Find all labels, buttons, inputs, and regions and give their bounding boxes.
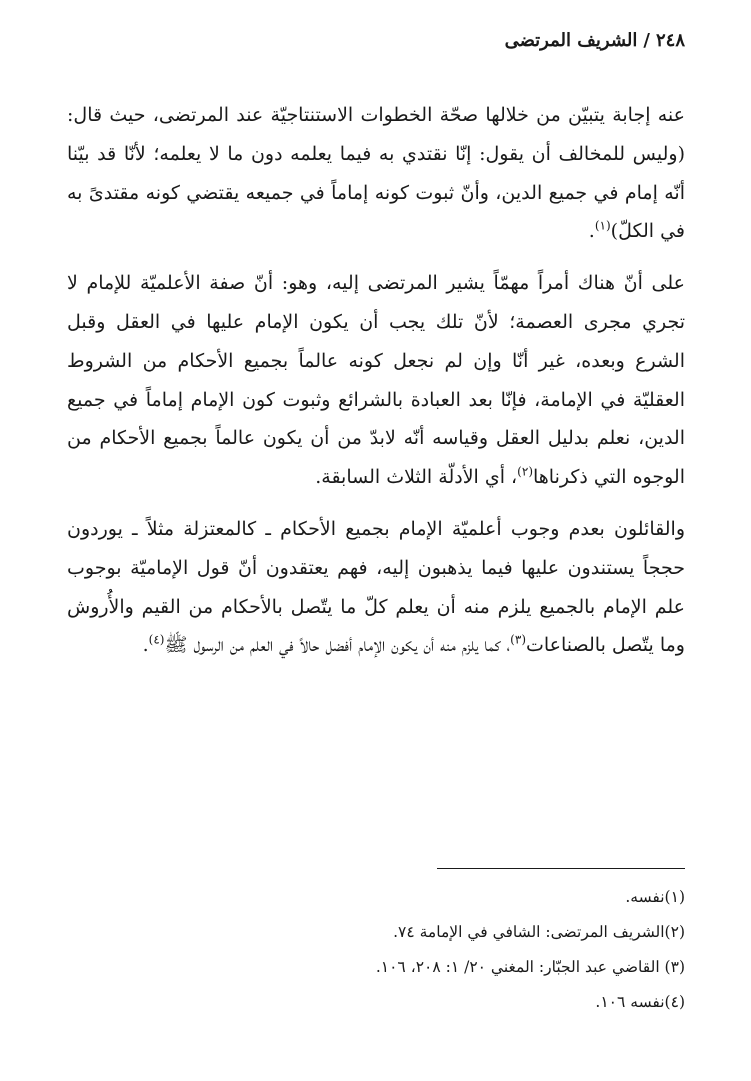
paragraph-2 — [67, 264, 685, 497]
footnote-1: (١)نفسه. — [625, 888, 685, 906]
running-title: الشريف المرتضى — [504, 30, 638, 51]
paragraph-text: على أنّ هناك أمراً مهمّاً يشير المرتضى إليه، وهو: أنّ صفة الأعلميّة للإمام لا تجري مجرى العصمة؛ لأنّ تلك يجب أن يكون الإمام عليها في العقل وقبل الشرع وبعده، غير أنّا وإن لم نجعل كونه عالماً بجميع الأحكام من الشروط العقليّة في الإمامة، فإنّا بعد العبادة بالشرائع وثبوت كون الإمام إماماً في جميع الدين، نعلم بدليل العقل وقياسه أنّه لابدّ من أن يكون عالماً بجميع الأحكام من الوجوه التي ذكرناها — [67, 272, 685, 489]
paragraph-tail: . — [588, 220, 595, 243]
running-header — [505, 26, 685, 56]
paragraph-end: . — [142, 634, 149, 657]
header-separator: / — [643, 30, 650, 51]
paragraph-tail: ، أي الأدلّة الثلاث السابقة. — [315, 466, 518, 489]
footnote-3: (٣) القاضي عبد الجبّار: المغني ٢٠/ ١: ٢٠٨، ١٠٦. — [375, 958, 685, 976]
footnote-2: (٢)الشريف المرتضى: الشافي في الإمامة ٧٤. — [393, 923, 685, 941]
paragraph-text: والقائلون بعدم وجوب أعلميّة الإمام بجميع الأحكام ـ كالمعتزلة مثلاً ـ يوردون حججاً يستندون عليها فيما يذهبون إليه، فهم يعتقدون أنّ قول الإماميّة بوجوب علم الإمام بالجميع يلزم منه أن يعلم كلّ ما يتّصل بالأحكام من القيم والأُروش وما يتّصل بالصناعات — [67, 517, 685, 657]
paragraph-text: عنه إجابة يتبيّن من خلالها صحّة الخطوات الاستنتاجيّة عند المرتضى، حيث قال: (وليس للمخالف أن يقول: إنّا نقتدي به فيما يعلمه دون ما لا يعلمه؛ لأنّا قد بيّنا أنّه إمام في جميع الدين، وأنّ ثبوت كونه إماماً في جميعه يقتضي كونه مقتدىً به في الكلّ) — [67, 104, 685, 243]
footnote-ref-4: (٤) — [148, 633, 165, 648]
footnote-ref-2: (٢) — [517, 464, 533, 479]
footnote-4: (٤)نفسه ١٠٦. — [595, 993, 685, 1011]
footnote-divider — [437, 868, 685, 869]
main-text — [67, 96, 685, 665]
footnotes — [67, 880, 685, 1020]
paragraph-3 — [67, 510, 685, 665]
paragraph-1 — [67, 96, 685, 251]
footnote-ref-3: (٣) — [510, 633, 526, 648]
page-number: ٢٤٨ — [655, 30, 685, 51]
footnote-ref-1: (١) — [594, 219, 611, 234]
paragraph-tail: ، كما يلزم منه أن يكون الإمام أفضل حالاً في العلم من الرسول ﷺ — [164, 634, 511, 657]
